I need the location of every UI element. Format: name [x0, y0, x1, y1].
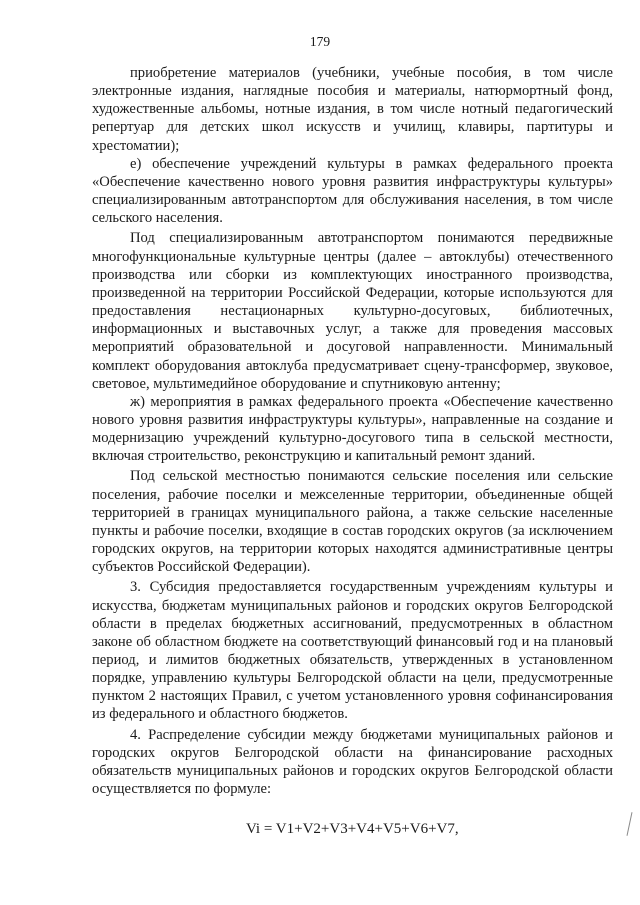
paragraph-item-e: е) обеспечение учреждений культуры в рамках федерального проекта «Обеспечение качественно нового уровня развития инфраструктуры культуры» специализированным автотранспортом для обслуживания населения, в том числе сельского населения.: [92, 155, 613, 227]
page-number: 179: [309, 34, 331, 49]
paragraph-item-zh: ж) мероприятия в рамках федерального проекта «Обеспечение качественно нового уровня развития инфраструктуры культуры», направленные на создание и модернизацию учреждений культурно-досугового типа в сельской местности, включая строительство, реконструкцию и капитальный ремонт зданий.: [92, 393, 613, 465]
paragraph-rural-definition: Под сельской местностью понимаются сельские поселения или сельские поселения, рабочие поселки и межселенные территории, объединенные общей территорией в границах муниципального района, а также сельские населенные пункты и рабочие поселки, входящие в состав городских округов (за исключением городских округов, на территории которых находятся административные центры субъектов Российской Федерации).: [92, 468, 613, 576]
scan-edge-mark: [627, 812, 633, 836]
paragraph-materials: приобретение материалов (учебники, учебные пособия, в том числе электронные издания, наглядные пособия и материалы, натюрмортный фонд, художественные альбомы, нотные издания, в том числе нотный педагогический репертуар для детских школ искусств и училищ, клавиры, партитуры и хрестоматии);: [92, 65, 613, 154]
paragraph-section-4: 4. Распределение субсидии между бюджетами муниципальных районов и городских округов Белгородской области на финансирование расходных обязательств муниципальных районов и городских округов Белгородской области осуществляется по формуле:: [92, 726, 613, 798]
document-body: [92, 64, 613, 838]
paragraph-autotransport-definition: Под специализированным автотранспортом понимаются передвижные многофункциональные культурные центры (далее – автоклубы) отечественного производства или сборки из комплектующих иностранного производства, произведенной на территории Российской Федерации, которые используются для предоставления нестационарных культурно-досуговых, библиотечных, информационных и выставочных услуг, а также для проведения массовых мероприятий образовательной и досуговой направленности. Минимальный комплект оборудования автоклуба предусматривает сцену-трансформер, звуковое, световое, мультимедийное оборудование и спутниковую антенну;: [92, 230, 613, 392]
paragraph-section-3: 3. Субсидия предоставляется государственным учреждениям культуры и искусства, бюджетам муниципальных районов и городских округов Белгородской области в пределах бюджетных ассигнований, предусмотренных в областном законе об областном бюджете на соответствующий финансовый год и на плановый период, и лимитов бюджетных обязательств, утвержденных в установленном порядке, управлению культуры Белгородской области на цели, предусмотренные пунктом 2 настоящих Правил, с учетом установленного уровня софинансирования из федерального и областного бюджетов.: [92, 579, 613, 723]
distribution-formula: Vi = V1+V2+V3+V4+V5+V6+V7,: [246, 821, 459, 838]
